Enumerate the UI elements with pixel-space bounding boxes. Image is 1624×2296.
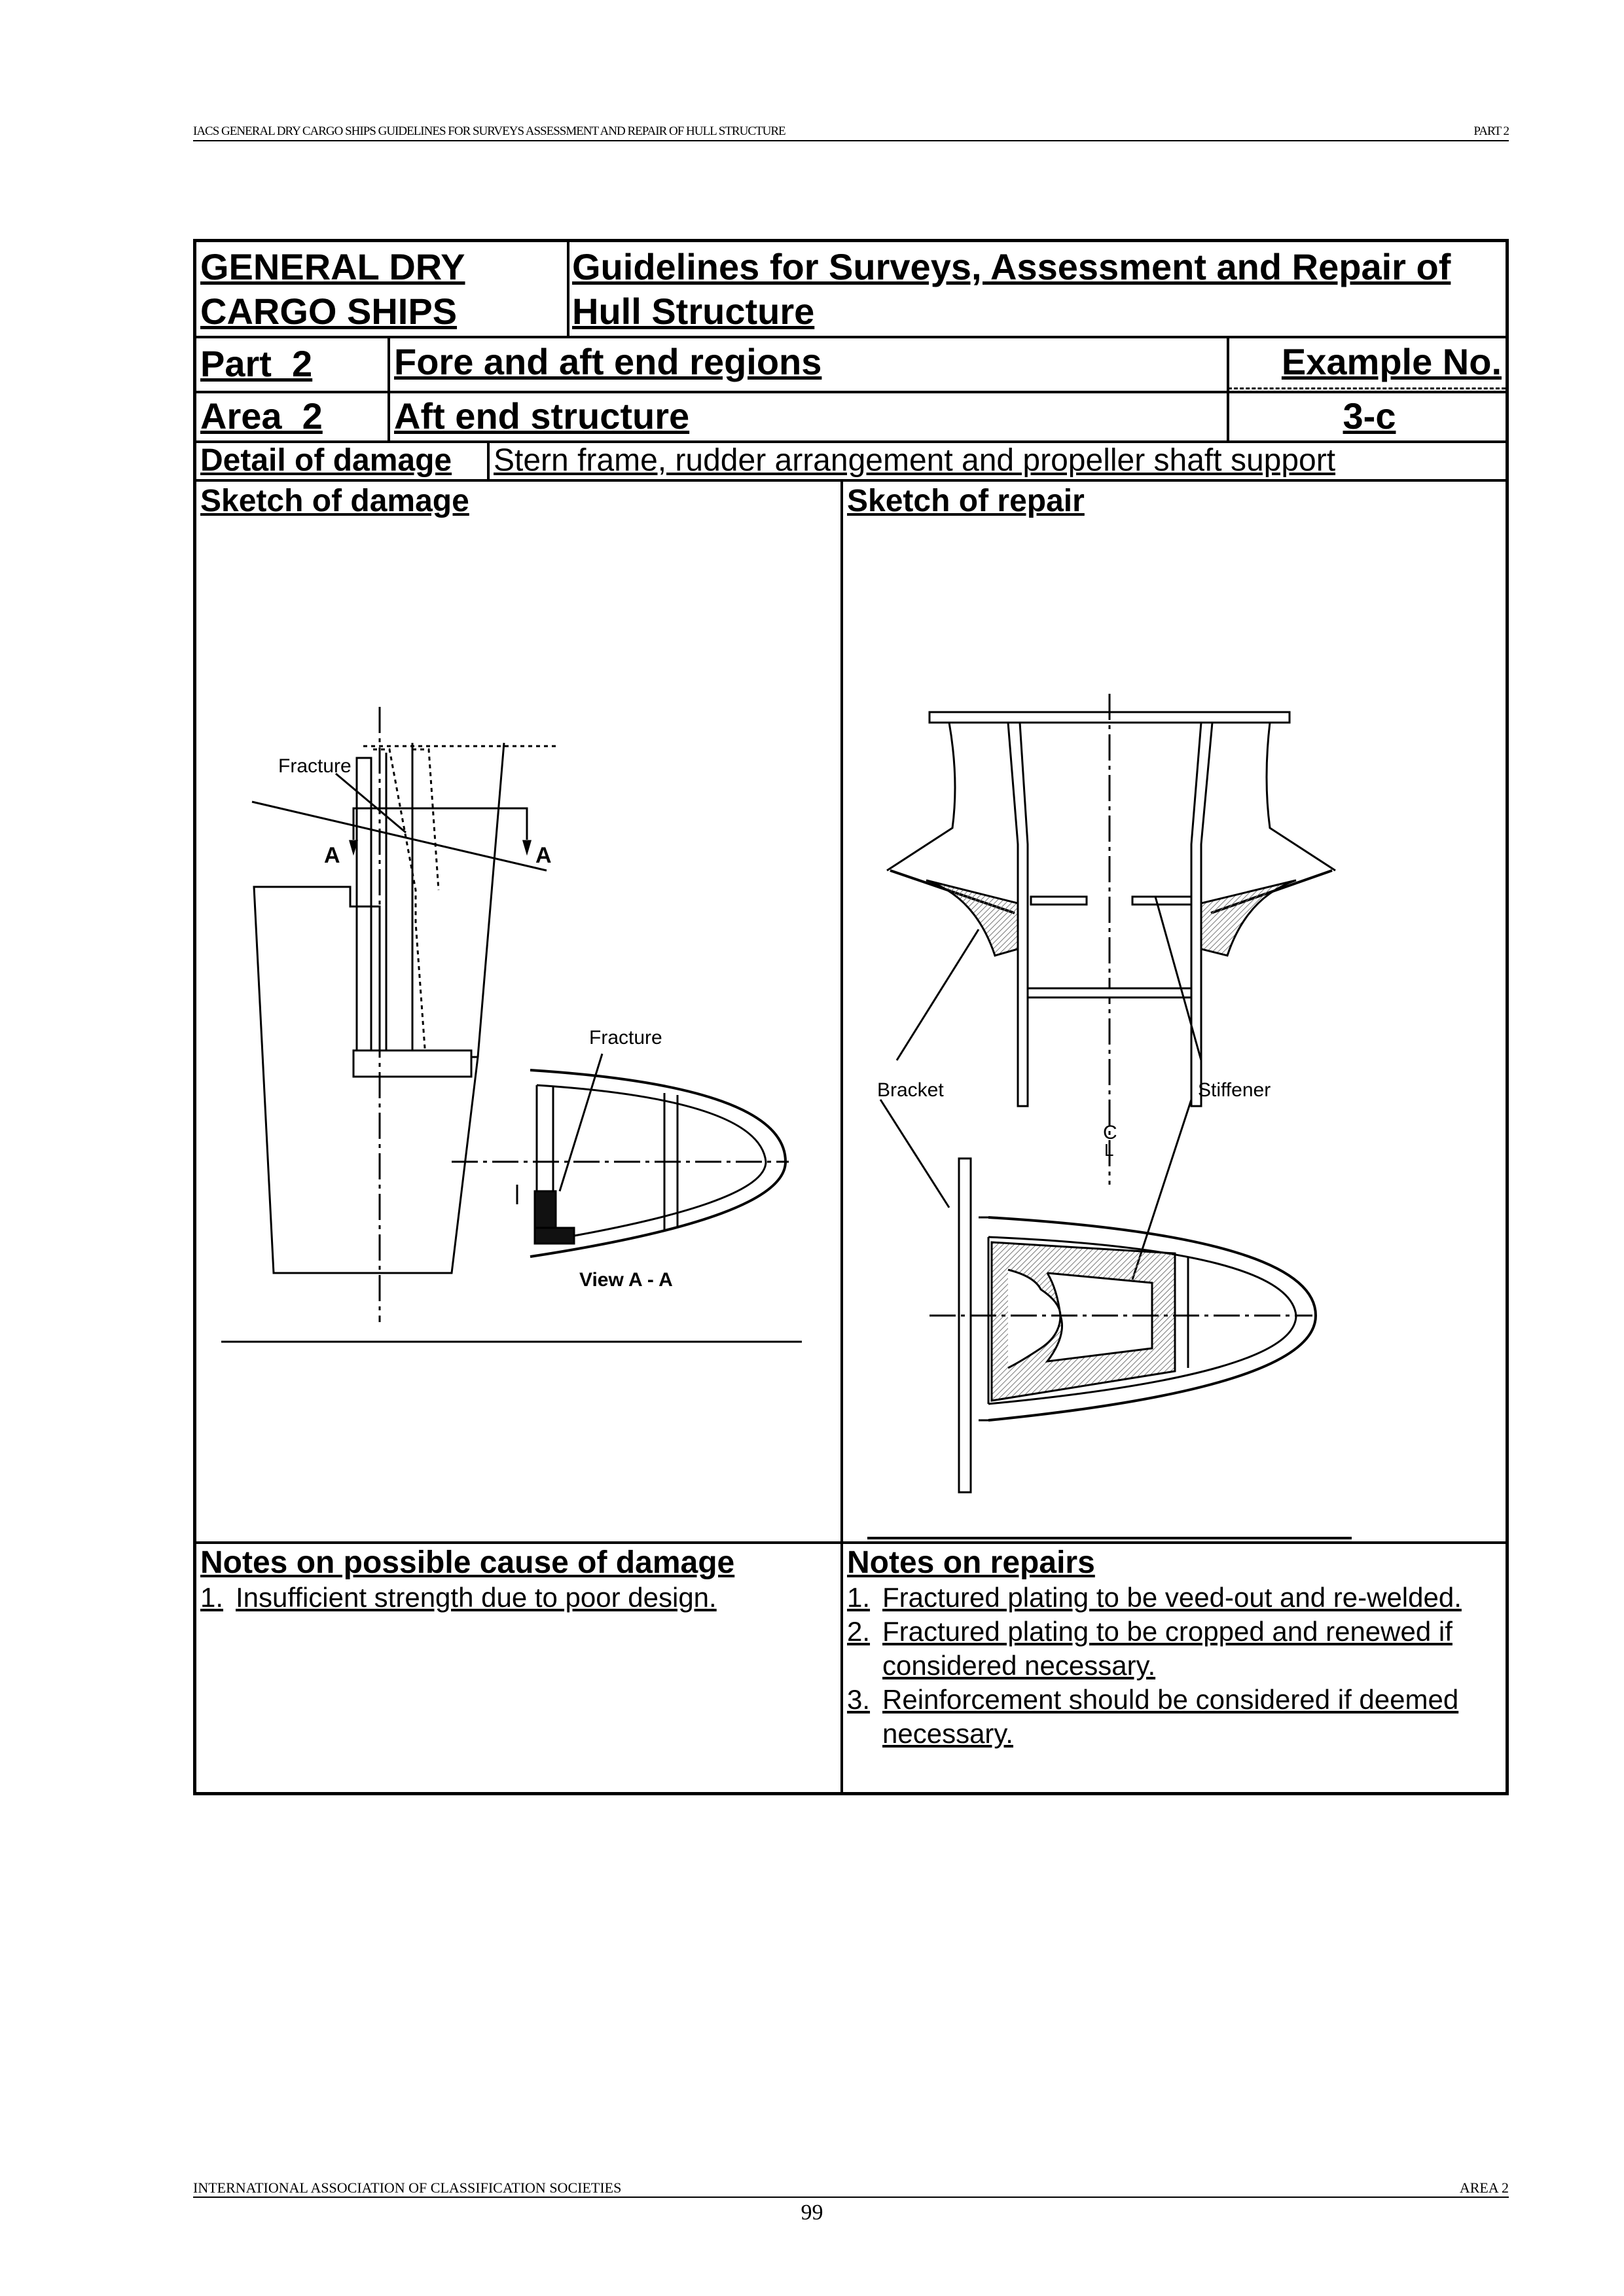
damage-sketch [196,681,825,1715]
running-footer [193,2179,1509,2198]
section-a-left: A [324,843,340,868]
notes-cause-label: Notes on possible cause of damage [200,1545,735,1580]
part-label: Part 2 [200,343,313,384]
col-divider [567,242,569,336]
centerline-label: C [1103,1122,1117,1143]
repair-sketch [844,681,1499,1545]
list-item: 1. Fractured plating to be veed-out and re-welded. [847,1582,1462,1613]
bracket-label: Bracket [877,1079,944,1101]
example-label: Example No. [1281,341,1502,382]
header-title: IACS GENERAL DRY CARGO SHIPS GUIDELINES FOR SURVEYS ASSESSMENT AND REPAIR OF HULL STRUCTURE [193,124,785,138]
footer-area: AREA 2 [1459,2179,1509,2196]
list-item: 1. Insufficient strength due to poor design. [200,1582,717,1613]
guide-title-line1: Guidelines for Surveys, Assessment and Repair of [572,246,1451,287]
list-item: 3. Reinforcement should be considered if deemed necessary. [847,1684,1459,1749]
fracture-label-view: Fracture [589,1027,662,1049]
area-label: Area 2 [200,395,323,437]
stiffener-label: Stiffener [1198,1079,1271,1101]
section-a-right: A [535,843,552,868]
col-divider [388,336,390,440]
notes-repair-label: Notes on repairs [847,1545,1095,1580]
area-value: Aft end structure [394,395,690,437]
example-number: 3-c [1343,395,1396,437]
ship-type-line1: GENERAL DRY [200,246,465,287]
repair-notes-list [847,1581,1498,1751]
footer-org: INTERNATIONAL ASSOCIATION OF CLASSIFICATION SOCIETIES [193,2179,622,2196]
list-item: 2. Fractured plating to be cropped and renewed if considered necessary. [847,1616,1453,1681]
detail-value: Stern frame, rudder arrangement and propeller shaft support [494,443,1336,478]
fracture-label-top: Fracture [278,755,352,777]
row-divider [196,479,1506,482]
row-divider [196,391,1506,393]
view-a-a-label: View A - A [579,1269,673,1291]
sketch-damage-label: Sketch of damage [200,484,469,518]
page-number: 99 [801,2200,823,2225]
guide-title-line2: Hull Structure [572,291,815,332]
header-part: PART 2 [1473,124,1509,138]
dashed-rule [1228,387,1506,389]
centerline-sub-label: L [1104,1140,1114,1160]
part-value: Fore and aft end regions [394,341,822,382]
guide-title-cell [572,245,1506,334]
row-divider [196,336,1506,338]
detail-label: Detail of damage [200,443,452,478]
ship-type-line2: CARGO SHIPS [200,291,458,332]
col-divider [840,479,843,1792]
running-header [193,124,1509,141]
ship-type-cell [200,245,567,334]
sketch-repair-label: Sketch of repair [847,484,1085,518]
col-divider [487,440,490,479]
